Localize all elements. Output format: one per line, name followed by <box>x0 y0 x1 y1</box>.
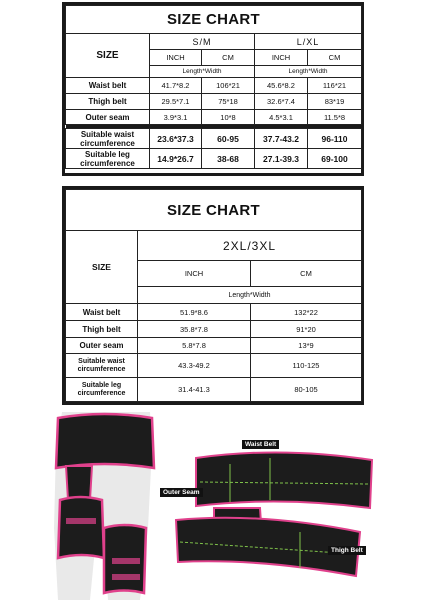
cell-value: 43.3-49.2 <box>138 354 251 378</box>
cell-value: 45.6*8.2 <box>255 78 308 94</box>
cell-value: 32.6*7.4 <box>255 94 308 110</box>
unit-cm: CM <box>308 50 362 66</box>
chart-title: SIZE CHART <box>66 190 362 231</box>
cell-value: 14.9*26.7 <box>150 149 202 169</box>
cell-value: 106*21 <box>202 78 255 94</box>
table-row <box>66 338 362 354</box>
table-row <box>66 110 362 125</box>
cell-value: 41.7*8.2 <box>150 78 202 94</box>
cell-value: 10*8 <box>202 110 255 125</box>
cell-value: 60-95 <box>202 129 255 149</box>
length-width-note: Length*Width <box>138 287 362 304</box>
cell-value: 37.7-43.2 <box>255 129 308 149</box>
length-width-note: Length*Width <box>150 66 255 78</box>
row-label: Thigh belt <box>66 321 138 338</box>
size-header: SIZE <box>66 34 150 78</box>
thigh-belt-label: Thigh Belt <box>328 546 366 555</box>
size-group-2xl3xl: 2XL/3XL <box>138 231 362 261</box>
cell-value: 75*18 <box>202 94 255 110</box>
table-row <box>66 304 362 321</box>
cell-value: 116*21 <box>308 78 362 94</box>
cell-value: 23.6*37.3 <box>150 129 202 149</box>
cell-value: 4.5*3.1 <box>255 110 308 125</box>
unit-inch: INCH <box>150 50 202 66</box>
size-chart-top <box>62 2 364 176</box>
row-label: Outer seam <box>66 110 150 125</box>
cell-value: 29.5*7.1 <box>150 94 202 110</box>
size-group-lxl: L/XL <box>255 34 362 50</box>
unit-inch: INCH <box>255 50 308 66</box>
unit-inch: INCH <box>138 261 251 287</box>
unit-cm: CM <box>251 261 362 287</box>
row-label: Thigh belt <box>66 94 150 110</box>
table-row <box>66 321 362 338</box>
row-label: Suitable waist circumference <box>66 129 150 149</box>
flat-belt-photo <box>176 452 372 576</box>
cell-value: 91*20 <box>251 321 362 338</box>
row-label: Waist belt <box>66 304 138 321</box>
row-label: Outer seam <box>66 338 138 354</box>
row-label: Suitable waist circumference <box>66 354 138 378</box>
table-row <box>66 149 362 169</box>
cell-value: 35.8*7.8 <box>138 321 251 338</box>
size-table-2xl-3xl <box>65 189 362 402</box>
cell-value: 69-100 <box>308 149 362 169</box>
outer-seam-label: Outer Seam <box>160 488 203 497</box>
unit-cm: CM <box>202 50 255 66</box>
cell-value: 51.9*8.6 <box>138 304 251 321</box>
cell-value: 83*19 <box>308 94 362 110</box>
size-header: SIZE <box>66 231 138 304</box>
table-row <box>66 129 362 149</box>
waist-belt-label: Waist Belt <box>242 440 279 449</box>
cell-value: 110-125 <box>251 354 362 378</box>
cell-value: 5.8*7.8 <box>138 338 251 354</box>
cell-value: 80-105 <box>251 378 362 402</box>
table-row <box>66 354 362 378</box>
cell-value: 3.9*3.1 <box>150 110 202 125</box>
product-photos <box>0 408 424 600</box>
size-chart-bottom <box>62 186 364 405</box>
cell-value: 38-68 <box>202 149 255 169</box>
product-illustration <box>0 408 424 600</box>
row-label: Waist belt <box>66 78 150 94</box>
cell-value: 132*22 <box>251 304 362 321</box>
cell-value: 96-110 <box>308 129 362 149</box>
mannequin-photo <box>54 412 154 600</box>
cell-value: 13*9 <box>251 338 362 354</box>
cell-value: 11.5*8 <box>308 110 362 125</box>
cell-value: 27.1-39.3 <box>255 149 308 169</box>
table-row <box>66 94 362 110</box>
row-label: Suitable leg circumference <box>66 378 138 402</box>
table-row <box>66 78 362 94</box>
chart-title: SIZE CHART <box>66 6 362 34</box>
size-group-sm: S/M <box>150 34 255 50</box>
length-width-note: Length*Width <box>255 66 362 78</box>
row-label: Suitable leg circumference <box>66 149 150 169</box>
cell-value: 31.4-41.3 <box>138 378 251 402</box>
size-table-sm-lxl <box>65 5 362 169</box>
table-row <box>66 378 362 402</box>
